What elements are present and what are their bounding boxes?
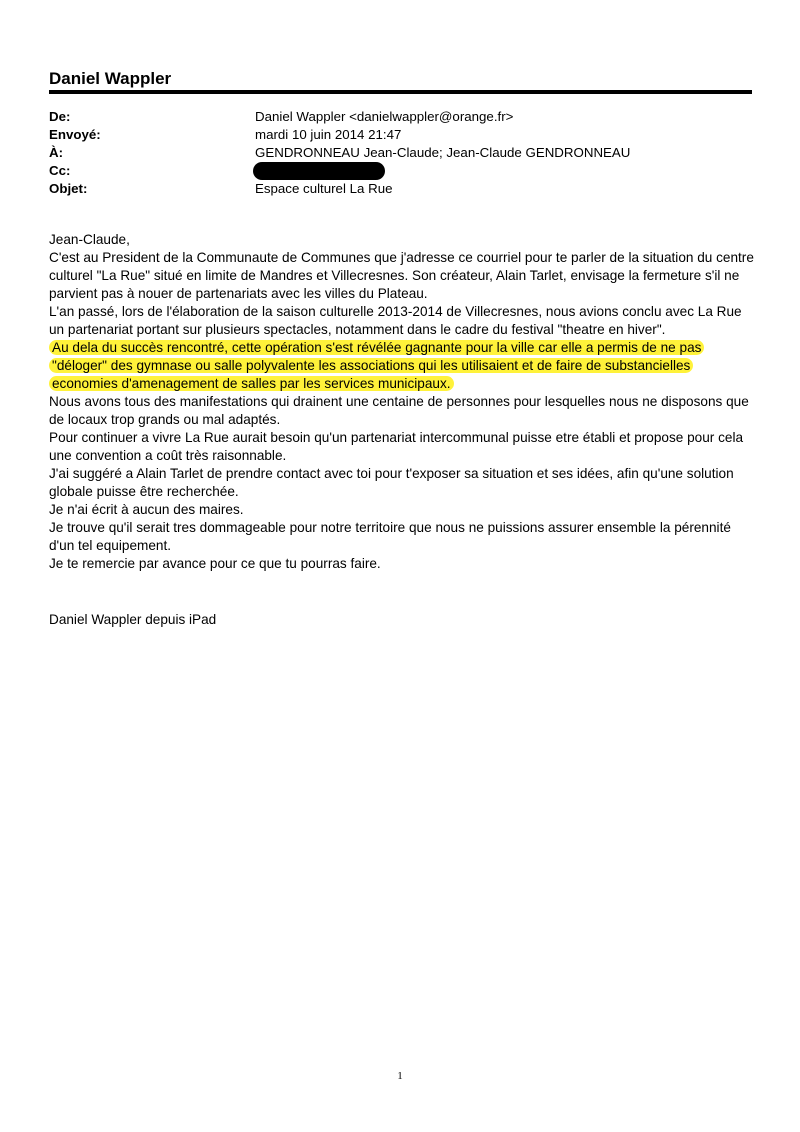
header-sent (49, 126, 752, 144)
header-value: GENDRONNEAU Jean-Claude; Jean-Claude GENDRONNEAU (255, 145, 631, 160)
header-label: À: (49, 145, 64, 160)
paragraph: Je te remercie par avance pour ce que tu pourras faire. (49, 556, 381, 571)
signature: Daniel Wappler depuis iPad (49, 612, 217, 627)
email-headers (49, 108, 752, 198)
paragraph: Pour continuer a vivre La Rue aurait besoin qu'un partenariat intercommunal puisse etre établi et propose pour cela une convention a coût très raisonnable. (49, 430, 744, 463)
header-label: Objet: (49, 181, 88, 196)
highlighted-text: Au dela du succès rencontré, cette opération s'est révélée gagnante pour la ville car elle a permis de ne pas "déloger" des gymnase ou salle polyvalente les associations qui les utilisaient et de faire de substancielles economies d'amenagement de salles par les services municipaux. (49, 340, 704, 391)
sender-title: Daniel Wappler (49, 69, 172, 88)
paragraph: Nous avons tous des manifestations qui drainent une centaine de personnes pour lesquelles nous ne disposons que de locaux trop grands ou mal adaptés. (49, 394, 749, 427)
paragraph: Je trouve qu'il serait tres dommageable pour notre territoire que nous ne puissions assurer ensemble la pérennité d'un tel equipement. (49, 520, 731, 553)
header-to (49, 144, 752, 162)
paragraph: L'an passé, lors de l'élaboration de la saison culturelle 2013-2014 de Villecresnes, nous avions conclu avec La Rue un partenariat portant sur plusieurs spectacles, notamment dans le cadre du festival "theatre en hiver". (49, 304, 742, 337)
header-value: Daniel Wappler <danielwappler@orange.fr> (255, 109, 514, 124)
paragraph: J'ai suggéré a Alain Tarlet de prendre contact avec toi pour t'exposer sa situation et ses idées, afin qu'une solution globale puisse être recherchée. (49, 466, 734, 499)
paragraph: Je n'ai écrit à aucun des maires. (49, 502, 244, 517)
header-value: Espace culturel La Rue (255, 181, 393, 196)
header-value: mardi 10 juin 2014 21:47 (255, 127, 402, 142)
header-label: Envoyé: (49, 127, 101, 142)
redaction-bar (253, 162, 385, 180)
email-body (49, 231, 754, 573)
page-number: 1 (397, 1070, 403, 1082)
paragraph: C'est au President de la Communaute de Communes que j'adresse ce courriel pour te parler de la situation du centre culturel "La Rue" situé en limite de Mandres et Villecresnes. Son créateur, Alain Tarlet, envisage la fermeture s'il ne parvient pas à nouer de partenariats avec les villes du Plateau. (49, 250, 754, 301)
header-subject (49, 180, 752, 198)
highlighted-paragraph (49, 339, 754, 393)
header-divider (49, 90, 752, 94)
greeting: Jean-Claude, (49, 232, 130, 247)
header-label: Cc: (49, 163, 71, 178)
header-from (49, 108, 752, 126)
header-label: De: (49, 109, 71, 124)
header-cc (49, 162, 752, 180)
header-value (255, 162, 752, 180)
